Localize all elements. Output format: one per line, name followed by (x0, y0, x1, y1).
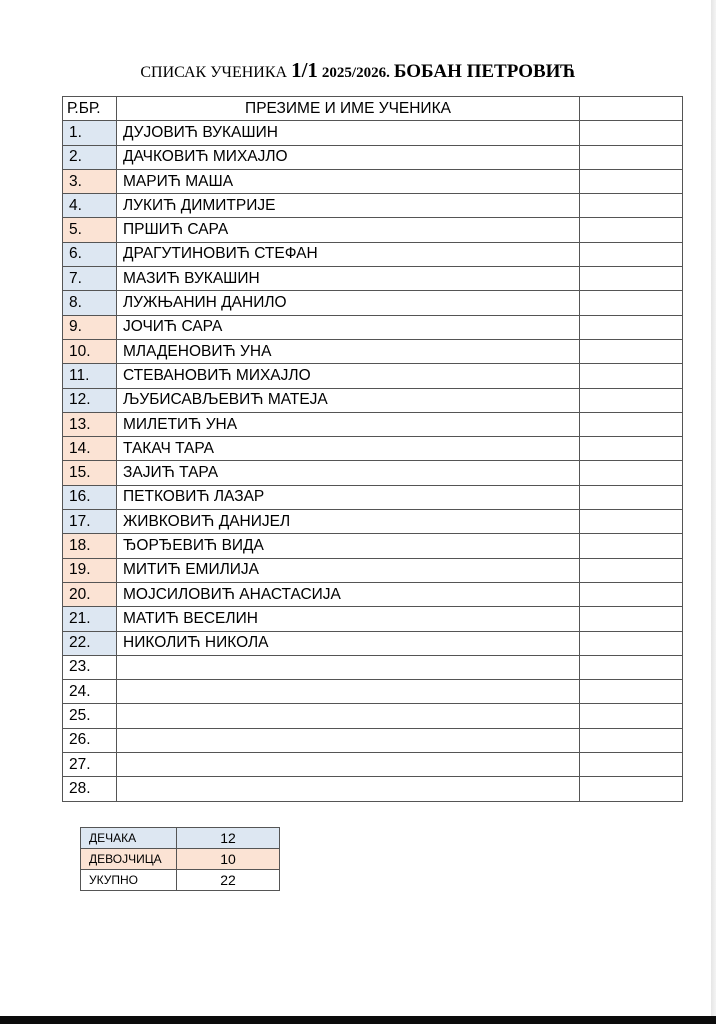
student-name-cell: ПЕТКОВИЋ ЛАЗАР (117, 485, 580, 509)
student-name-cell: ЉУБИСАВЉЕВИЋ МАТЕЈА (117, 388, 580, 412)
student-name-cell: СТЕВАНОВИЋ МИХАЈЛО (117, 364, 580, 388)
row-number-cell: 25. (63, 704, 117, 728)
table-row (63, 364, 683, 388)
student-name-cell: ДАЧКОВИЋ МИХАЈЛО (117, 145, 580, 169)
table-row (63, 169, 683, 193)
student-name-cell: МАЗИЋ ВУКАШИН (117, 267, 580, 291)
table-row (63, 339, 683, 363)
table-header-row (63, 97, 683, 121)
student-name-cell: МИЛЕТИЋ УНА (117, 412, 580, 436)
extra-cell (580, 339, 683, 363)
table-row (63, 485, 683, 509)
row-number-cell: 27. (63, 753, 117, 777)
row-number-cell: 9. (63, 315, 117, 339)
table-row (63, 631, 683, 655)
row-number-cell: 20. (63, 582, 117, 606)
student-name-cell: МАТИЋ ВЕСЕЛИН (117, 607, 580, 631)
row-number-cell: 8. (63, 291, 117, 315)
extra-cell (580, 169, 683, 193)
extra-cell (580, 364, 683, 388)
table-body (63, 121, 683, 801)
page-edge (711, 0, 716, 1024)
row-number-cell: 11. (63, 364, 117, 388)
extra-cell (580, 510, 683, 534)
student-name-cell: ЂОРЂЕВИЋ ВИДА (117, 534, 580, 558)
title-year: 2025/2026. (321, 65, 390, 81)
row-number-cell: 17. (63, 510, 117, 534)
student-name-cell: МЛАДЕНОВИЋ УНА (117, 339, 580, 363)
extra-cell (580, 315, 683, 339)
row-number-cell: 21. (63, 607, 117, 631)
student-name-cell: МИТИЋ ЕМИЛИЈА (117, 558, 580, 582)
student-name-cell (117, 704, 580, 728)
summary-value: 22 (177, 870, 280, 891)
extra-cell (580, 728, 683, 752)
extra-cell (580, 242, 683, 266)
student-name-cell: ЗАЈИЋ ТАРА (117, 461, 580, 485)
summary-value: 10 (177, 849, 280, 870)
row-number-cell: 18. (63, 534, 117, 558)
summary-value: 12 (177, 828, 280, 849)
extra-cell (580, 534, 683, 558)
extra-cell (580, 267, 683, 291)
student-name-cell (117, 680, 580, 704)
column-header-number: Р.БР. (63, 97, 117, 121)
table-row (63, 680, 683, 704)
column-header-name: ПРЕЗИМЕ И ИМЕ УЧЕНИКА (117, 97, 580, 121)
student-name-cell: МОЈСИЛОВИЋ АНАСТАСИЈА (117, 582, 580, 606)
row-number-cell: 10. (63, 339, 117, 363)
table-row (63, 218, 683, 242)
table-row (63, 558, 683, 582)
student-name-cell: ДРАГУТИНОВИЋ СТЕФАН (117, 242, 580, 266)
title-prefix: СПИСАК УЧЕНИКА (140, 64, 288, 81)
table-row (63, 704, 683, 728)
summary-table (80, 827, 280, 891)
row-number-cell: 5. (63, 218, 117, 242)
extra-cell (580, 558, 683, 582)
student-name-cell: ПРШИЋ САРА (117, 218, 580, 242)
student-name-cell: ДУЈОВИЋ ВУКАШИН (117, 121, 580, 145)
extra-cell (580, 194, 683, 218)
row-number-cell: 24. (63, 680, 117, 704)
summary-row (81, 828, 280, 849)
extra-cell (580, 388, 683, 412)
summary-label: УКУПНО (81, 870, 177, 891)
table-row (63, 315, 683, 339)
student-name-cell (117, 753, 580, 777)
row-number-cell: 28. (63, 777, 117, 801)
table-row (63, 194, 683, 218)
table-row (63, 728, 683, 752)
row-number-cell: 7. (63, 267, 117, 291)
table-row (63, 412, 683, 436)
row-number-cell: 3. (63, 169, 117, 193)
extra-cell (580, 777, 683, 801)
page-title (0, 58, 716, 83)
table-row (63, 291, 683, 315)
title-class: 1/1 (291, 58, 318, 82)
summary-row (81, 870, 280, 891)
row-number-cell: 16. (63, 485, 117, 509)
extra-cell (580, 218, 683, 242)
student-list-table (62, 96, 683, 802)
extra-cell (580, 680, 683, 704)
summary-label: ДЕЧАКА (81, 828, 177, 849)
table-row (63, 534, 683, 558)
extra-cell (580, 145, 683, 169)
title-teacher: БОБАН ПЕТРОВИЋ (393, 61, 576, 82)
extra-cell (580, 412, 683, 436)
extra-cell (580, 291, 683, 315)
bottom-bar (0, 1016, 716, 1024)
table-row (63, 461, 683, 485)
table-row (63, 510, 683, 534)
table-row (63, 655, 683, 679)
student-name-cell (117, 777, 580, 801)
column-header-extra (580, 97, 683, 121)
summary-row (81, 849, 280, 870)
row-number-cell: 26. (63, 728, 117, 752)
row-number-cell: 19. (63, 558, 117, 582)
extra-cell (580, 461, 683, 485)
extra-cell (580, 121, 683, 145)
table-row (63, 242, 683, 266)
summary-label: ДЕВОЈЧИЦА (81, 849, 177, 870)
table-row (63, 388, 683, 412)
student-name-cell (117, 655, 580, 679)
table-row (63, 582, 683, 606)
row-number-cell: 12. (63, 388, 117, 412)
extra-cell (580, 607, 683, 631)
extra-cell (580, 704, 683, 728)
extra-cell (580, 753, 683, 777)
extra-cell (580, 582, 683, 606)
table-row (63, 145, 683, 169)
extra-cell (580, 437, 683, 461)
row-number-cell: 6. (63, 242, 117, 266)
row-number-cell: 14. (63, 437, 117, 461)
table-row (63, 121, 683, 145)
row-number-cell: 13. (63, 412, 117, 436)
table-row (63, 267, 683, 291)
student-name-cell (117, 728, 580, 752)
student-name-cell: ТАКАЧ ТАРА (117, 437, 580, 461)
row-number-cell: 2. (63, 145, 117, 169)
student-name-cell: ЈОЧИЋ САРА (117, 315, 580, 339)
student-name-cell: МАРИЋ МАША (117, 169, 580, 193)
student-name-cell: ЖИВКОВИЋ ДАНИЈЕЛ (117, 510, 580, 534)
extra-cell (580, 631, 683, 655)
row-number-cell: 23. (63, 655, 117, 679)
student-name-cell: ЛУКИЋ ДИМИТРИЈЕ (117, 194, 580, 218)
table-row (63, 753, 683, 777)
table-row (63, 607, 683, 631)
row-number-cell: 22. (63, 631, 117, 655)
row-number-cell: 4. (63, 194, 117, 218)
row-number-cell: 15. (63, 461, 117, 485)
row-number-cell: 1. (63, 121, 117, 145)
table-row (63, 437, 683, 461)
table-row (63, 777, 683, 801)
extra-cell (580, 655, 683, 679)
student-name-cell: ЛУЖЊАНИН ДАНИЛО (117, 291, 580, 315)
extra-cell (580, 485, 683, 509)
student-name-cell: НИКОЛИЋ НИКОЛА (117, 631, 580, 655)
